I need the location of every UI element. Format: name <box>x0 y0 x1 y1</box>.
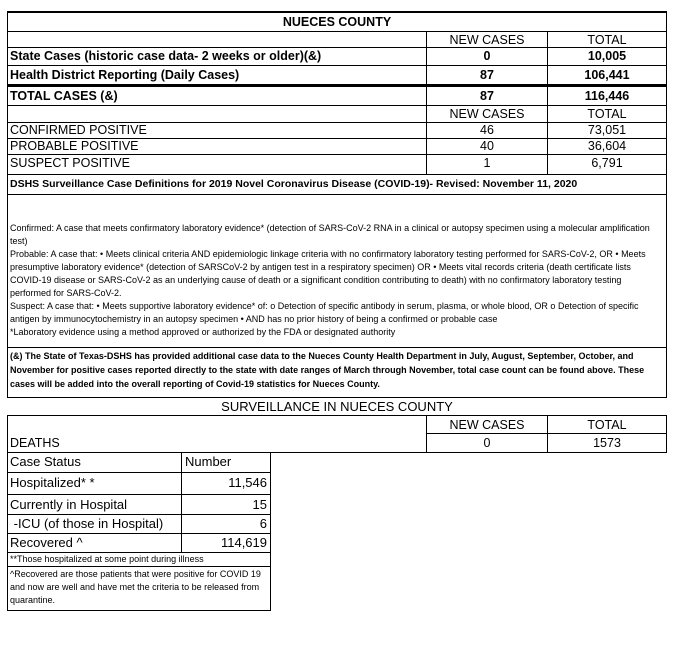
header-total: TOTAL <box>587 33 627 47</box>
probable-label: PROBABLE POSITIVE <box>10 139 139 153</box>
state-cases-label: State Cases (historic case data- 2 weeks or older)(&) <box>10 49 322 63</box>
divider <box>7 194 667 195</box>
deaths-header-total: TOTAL <box>587 418 627 432</box>
total-cases-label: TOTAL CASES (&) <box>10 89 118 103</box>
total-cases-total: 116,446 <box>584 89 630 103</box>
suspect-new: 1 <box>483 156 491 170</box>
divider <box>7 174 667 175</box>
status-row-value: 114,619 <box>220 535 267 550</box>
status-row-label: Currently in Hospital <box>10 497 128 512</box>
positives-header-total: TOTAL <box>587 107 627 121</box>
deaths-header-new: NEW CASES <box>449 418 525 432</box>
footnote-hospitalized: **Those hospitalized at some point during illness <box>10 554 204 564</box>
health-district-label: Health District Reporting (Daily Cases) <box>10 68 240 82</box>
status-left-border <box>7 452 8 610</box>
def-suspect: Suspect: A case that: • Meets supportive laboratory evidence* of: o Detection of specific antibody in serum, plasma, or whole blood, OR o Detection of specific antigen by immunocytochemistry in an autopsy specimen • AND has no prior history of being a confirmed or probable case <box>10 301 639 324</box>
divider <box>427 433 667 434</box>
divider <box>7 415 667 416</box>
suspect-label: SUSPECT POSITIVE <box>10 156 130 170</box>
status-row-value: 11,546 <box>228 475 267 490</box>
header-new-cases: NEW CASES <box>449 33 525 47</box>
deaths-label: DEATHS <box>10 436 60 450</box>
suspect-total: 6,791 <box>591 156 623 170</box>
thick-divider <box>7 84 667 87</box>
probable-total: 36,604 <box>587 139 627 153</box>
status-row-value: 15 <box>252 497 267 512</box>
def-probable: Probable: A case that: • Meets clinical criteria AND epidemiologic linkage criteria with no confirmatory laboratory testing performed for SARS-CoV-2, OR • Meets presumptive laboratory evidence* (detection of SARSCoV-2 by antigen test in a respiratory specimen) OR • Meets vital records criteria (death certificate lists COVID-19 disease or SARS-CoV-2 as an underlying cause of death or a significant condition contributing to death) with no confirmatory laboratory testing performed for SARS-CoV-2. <box>10 249 646 298</box>
confirmed-label: CONFIRMED POSITIVE <box>10 123 147 137</box>
def-lab-note: *Laboratory evidence using a method approved or authorized by the FDA or designated authority <box>10 327 396 337</box>
status-row-value: 6 <box>259 516 267 531</box>
divider <box>7 494 271 495</box>
deaths-new: 0 <box>483 436 491 450</box>
divider <box>7 452 667 453</box>
divider <box>7 566 271 567</box>
status-row-label: Hospitalized* * <box>10 475 95 490</box>
divider <box>7 514 271 515</box>
health-district-new: 87 <box>480 68 494 82</box>
surveillance-title: SURVEILLANCE IN NUECES COUNTY <box>221 399 453 414</box>
status-row-label: Recovered ^ <box>10 535 83 550</box>
state-cases-total: 10,005 <box>587 49 627 63</box>
probable-new: 40 <box>480 139 494 153</box>
left-border <box>7 11 8 398</box>
confirmed-new: 46 <box>480 123 494 137</box>
dshs-note: DSHS Surveillance Case Definitions for 2019 Novel Coronavirus Disease (COVID-19)- Revised: November 11, 2020 <box>10 178 578 190</box>
status-header-label: Case Status <box>10 454 81 469</box>
deaths-total: 1573 <box>593 436 621 450</box>
right-border <box>666 11 667 398</box>
status-row-label: -ICU (of those in Hospital) <box>10 516 164 531</box>
state-cases-new: 0 <box>483 49 491 63</box>
deaths-left-border <box>7 415 8 452</box>
confirmed-total: 73,051 <box>587 123 627 137</box>
total-cases-new: 87 <box>480 89 494 103</box>
status-header-number: Number <box>185 454 232 469</box>
divider <box>7 472 271 473</box>
health-district-total: 106,441 <box>584 68 630 82</box>
status-right-border <box>270 452 271 610</box>
divider <box>7 347 667 348</box>
positives-header-new: NEW CASES <box>449 107 525 121</box>
divider <box>7 533 271 534</box>
definitions-block <box>10 222 662 339</box>
def-confirmed: Confirmed: A case that meets confirmatory laboratory evidence* (detection of SARS-CoV-2 RNA in a clinical or autopsy specimen using a molecular amplification test) <box>10 223 650 246</box>
ampersand-note: (&) The State of Texas-DSHS has provided additional case data to the Nueces County Health Department in July, August, September, October, and November for positive cases reported directly to the state with date ranges of March through November, total case count can be found above. These cases will be added into the overall reporting of Covid-19 statistics for Nueces County. <box>10 351 645 389</box>
footnote-recovered: ^Recovered are those patients that were positive for COVID 19 and now are well and have met the criteria to be released from quarantine. <box>10 569 261 605</box>
divider <box>7 610 271 611</box>
county-title: NUECES COUNTY <box>282 15 392 29</box>
status-col-divider <box>181 452 182 552</box>
